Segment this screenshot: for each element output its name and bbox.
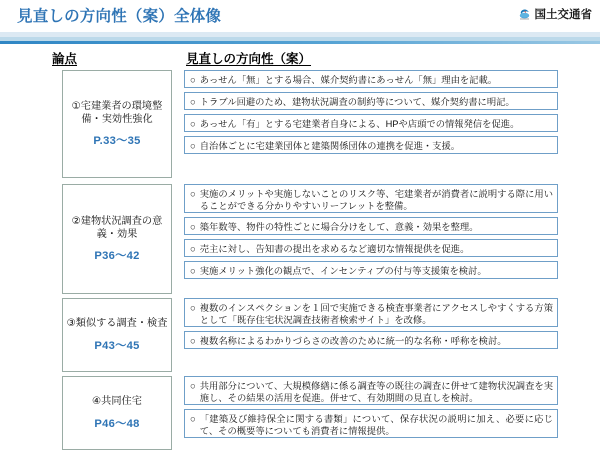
- page-title: 見直しの方向性（案）全体像: [17, 8, 222, 25]
- topic-label: ③類似する調査・検査: [66, 318, 168, 330]
- direction-item-text: あっせん「有」とする宅建業者自身による、HPや店頭での情報発信を促進。: [199, 118, 520, 129]
- direction-item-text: あっせん「無」とする場合、媒介契約書にあっせん「無」理由を記載。: [199, 74, 498, 85]
- direction-item[interactable]: [184, 298, 558, 327]
- topic-page-range: P.33～35: [93, 135, 141, 148]
- topic-page-range: P43～45: [94, 339, 140, 352]
- circle-bullet-icon: ○: [190, 97, 196, 108]
- items-column-4: [184, 376, 558, 442]
- mlit-logo-icon: [518, 8, 531, 21]
- direction-item[interactable]: [184, 217, 558, 235]
- circle-bullet-icon: ○: [190, 266, 196, 277]
- direction-item-text: 自治体ごとに宅建業団体と建築関係団体の連携を促進・支援。: [199, 140, 461, 151]
- column-heading-direction: 見直しの方向性（案）: [186, 52, 312, 66]
- direction-item[interactable]: [184, 70, 558, 88]
- circle-bullet-icon: ○: [190, 141, 196, 152]
- direction-item[interactable]: [184, 376, 558, 405]
- topic-label: ①宅建業者の環境整備・実効性強化: [71, 100, 163, 125]
- circle-bullet-icon: ○: [190, 303, 196, 314]
- direction-item-text: 実施メリット強化の観点で、インセンティブの付与等支援策を検討。: [199, 265, 487, 276]
- direction-item-text: 複数のインスペクションを１回で実施できる検査事業者にアクセスしやすくする方策として「既存住宅状況調査技術者検索サイト」を改修。: [199, 302, 553, 326]
- topic-box-3[interactable]: [62, 298, 172, 372]
- content-grid: [0, 66, 600, 450]
- header-divider: [0, 32, 600, 44]
- topic-label: ②建物状況調査の意義・効果: [71, 215, 163, 240]
- direction-item-text: 共用部分について、大規模修繕に係る調査等の既往の調査に併せて建物状況調査を実施し、その結果の活用を促進。併せて、有効期間の見直しを検討。: [199, 380, 553, 404]
- ministry-name: 国土交通省: [534, 9, 592, 21]
- circle-bullet-icon: ○: [190, 119, 196, 130]
- direction-item-text: 売主に対し、告知書の提出を求めるなど適切な情報提供を促進。: [199, 243, 470, 254]
- direction-item-text: 築年数等、物件の特性ごとに場合分けをして、意義・効果を整理。: [199, 221, 479, 232]
- direction-item[interactable]: [184, 261, 558, 279]
- direction-item-text: 「建築及び維持保全に関する書類」について、保存状況の説明に加え、必要に応じて、その概要等についても消費者に情報提供。: [199, 413, 553, 437]
- circle-bullet-icon: ○: [190, 189, 196, 200]
- column-heading-issues: 論点: [52, 52, 78, 66]
- ministry-brand: [518, 6, 593, 22]
- direction-item[interactable]: [184, 114, 558, 132]
- direction-item[interactable]: [184, 136, 558, 154]
- page-header: [0, 0, 600, 31]
- circle-bullet-icon: ○: [190, 244, 196, 255]
- direction-item[interactable]: [184, 331, 558, 349]
- circle-bullet-icon: ○: [190, 414, 196, 425]
- circle-bullet-icon: ○: [190, 222, 196, 233]
- direction-item[interactable]: [184, 409, 558, 438]
- direction-item-text: トラブル回避のため、建物状況調査の制約等について、媒介契約書に明記。: [199, 96, 515, 107]
- items-column-1: [184, 70, 558, 158]
- topic-label: ④共同住宅: [92, 396, 142, 408]
- circle-bullet-icon: ○: [190, 75, 196, 86]
- topic-box-2[interactable]: [62, 184, 172, 294]
- topic-page-range: P36～42: [94, 250, 140, 263]
- direction-item[interactable]: [184, 184, 558, 213]
- items-column-3: [184, 298, 558, 353]
- direction-item-text: 実施のメリットや実施しないことのリスク等、宅建業者が消費者に説明する際に用いることができる分かりやすいリーフレットを整備。: [199, 188, 553, 212]
- items-column-2: [184, 184, 558, 283]
- circle-bullet-icon: ○: [190, 336, 196, 347]
- topic-page-range: P46～48: [94, 417, 140, 430]
- circle-bullet-icon: ○: [190, 381, 196, 392]
- direction-item-text: 複数名称によるわかりづらさの改善のために統一的な名称・呼称を検討。: [199, 335, 507, 346]
- direction-item[interactable]: [184, 92, 558, 110]
- topic-box-4[interactable]: [62, 376, 172, 450]
- direction-item[interactable]: [184, 239, 558, 257]
- topic-box-1[interactable]: [62, 70, 172, 178]
